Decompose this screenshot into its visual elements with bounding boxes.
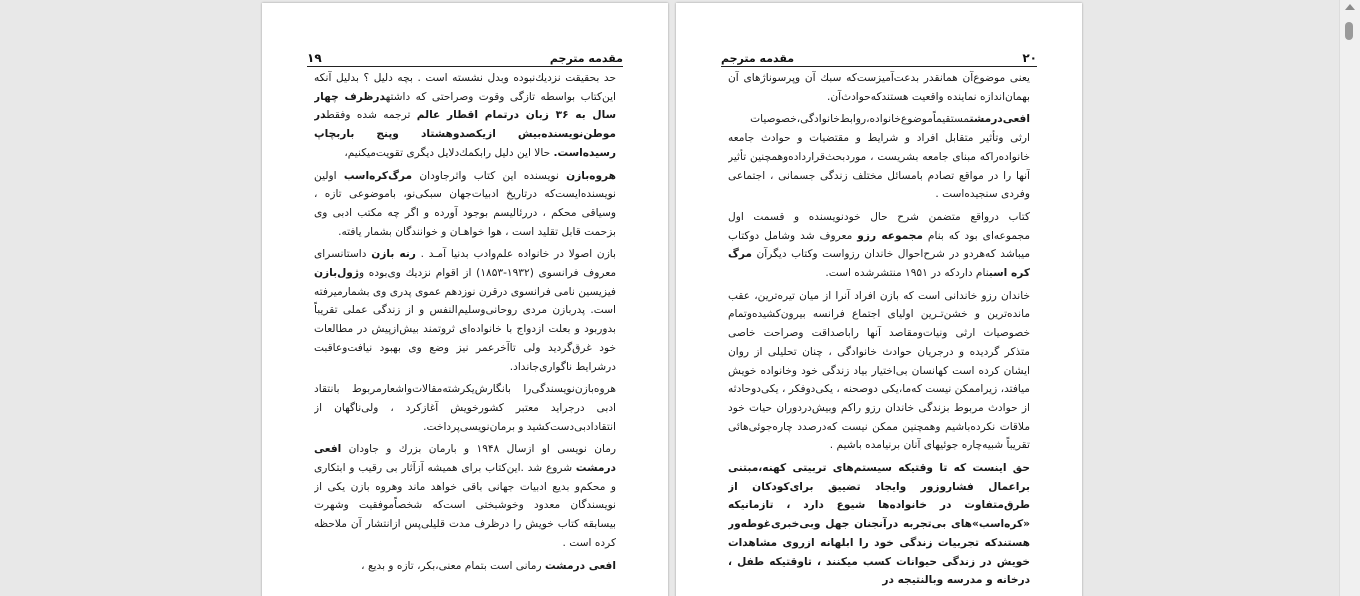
text-run: مستقیماًموضوع‌خانواده،روابط‌خانوادگی،خصوصیات ارثی وتأثیر متقابل افراد و شرایط و مقتضیات و حوادث جامعه خانواده‌راکه مبنای جامعه بشریست ، موردبحث‌قرارداده‌وهمچنین تأثیر آنها را در مواقع تصادم بامسائل مختلف زندگی جسمانی ، اجتماعی وفردی سنجیده‌است .: [728, 113, 1030, 201]
bold-text: ژول‌بازن: [314, 267, 359, 280]
running-header: مقدمه مترجم: [721, 52, 795, 65]
bold-text: هروه‌بازن: [566, 169, 616, 182]
vertical-scrollbar[interactable]: [1339, 0, 1360, 596]
paragraph: [728, 459, 1030, 590]
page-number: ۲۰: [1022, 51, 1037, 65]
paragraph: [728, 287, 1030, 455]
paragraph: [728, 110, 1030, 204]
page-19: [262, 3, 668, 596]
scrollbar-thumb[interactable]: [1345, 22, 1353, 40]
text-run: اولین نویسنده‌ایست‌که درتاریخ ادبیات‌جهان سبکی‌نو، باموضوعی تازه ، وسیاقی محکم ، دررئالیسم بوجود آورده و اگر چه مکتب ادبی وی بزحمت قابل تقلید است ، هوا خواهـان و خوانندگان بشمار یافته.: [314, 169, 616, 238]
paragraph: [314, 69, 616, 163]
paragraph: [314, 167, 616, 242]
text-run: ترجمه شده وفقط: [326, 109, 417, 122]
page-body: [314, 69, 616, 596]
header-rule: [721, 66, 1037, 67]
bold-text: رنه بازن: [371, 248, 416, 261]
bold-text: افعی درمشت: [544, 559, 616, 572]
text-run: کتاب درواقع متضمن شرح حال خودنویسنده و قسمت اول مجموعه‌ای بود که بنام: [728, 210, 1030, 242]
text-run: رمانی است بتمام معنی،بکر، تازه و بدیع ،: [361, 559, 545, 572]
page-header: [307, 47, 623, 65]
bold-text: مجموعه رزو: [857, 229, 923, 242]
text-run: نویسنده این کتاب واثرجاودان: [412, 169, 567, 182]
text-run: فیزیسین نامی فرانسوی درقرن نوزدهم عموی پدری وی بشمارمیرفته است. پدربازن مردی روحانی‌وسلیم‌النفس و از زندگی عملی تقریباً بدوربود و بعلت ازدواج با خانواده‌ای ثروتمند بیش‌ازپیش در مطالعات خود غرق‌گردید ولی تاآخرعمر نیز وضع وی بهبود نیافت‌وعاقبت درشرایط ناگواری‌جانداد.: [314, 285, 616, 373]
text-run: رمان نویسی او ازسال ۱۹۴۸ و بارمان بزرك و جاودان: [341, 443, 616, 456]
paragraph: [314, 557, 616, 576]
text-run: شروع شد .این‌کتاب برای همیشه آزآثار بی رقیب و ابتکاری و محکم‌و بدیع ادبیات جهانی باقی خواهد ماند وهروه بازن یکی از نویسندگان معدود وخوشبختی است‌که شخصاًموفقیت وشهرت بیسابقه کتاب خویش را درظرف مدت قلیلی‌پس ازانتشار آن ملاحظه کرده است .: [314, 462, 616, 549]
bold-text: افعی درمشت: [314, 443, 616, 475]
text-run: معروف شد وشامل دوکتاب میباشد که‌هردو در شرح‌احوال خاندان رزواست وکتاب دیگرآن: [728, 229, 1030, 261]
running-header: مقدمه مترجم: [549, 52, 623, 65]
bold-text: مرگ‌کره‌اسب: [343, 169, 413, 182]
paragraph: [728, 208, 1030, 283]
page-number: ۱۹: [307, 51, 322, 65]
paragraph: [314, 245, 616, 376]
scroll-up-arrow-icon[interactable]: [1345, 4, 1355, 10]
text-run: یعنی موضوع‌آن همانقدر بدعت‌آمیزست‌که سبك آن وپرسوناژهای آن بهمان‌اندازه نماینده واقعیت هستند‌که‌حوادث‌آن.: [728, 72, 1030, 103]
text-run: نام دارد‌که در ۱۹۵۱ منتشرشده است.: [825, 267, 989, 280]
text-run: حد بحقیقت نزدیك‌نبوده وبدل نشسته است . بچه دلیل ؟ بدلیل آنکه این‌کتاب بواسطه تازگی وقوت وصراحتی که داشته: [314, 72, 616, 103]
bold-text: افعی‌درمشت: [969, 113, 1030, 126]
text-run: هروه‌بازن‌نویسندگی‌را بانگارش‌یکرشته‌مقالات‌واشعارمربوط بانتقاد ادبی درجراید معتبر کشورخویش آغازکرد ، ولی‌ناگهان از انتقادادبی‌دست‌کشید و برمان‌نویسی‌پرداخت.: [314, 383, 616, 433]
text-run: داستانسرای معروف فرانسوی (۱۹۳۲-۱۸۵۳) از اقوام نزدیك وی‌بوده و: [314, 248, 616, 280]
page-body: [728, 69, 1030, 596]
paragraph: [314, 380, 616, 436]
bold-text: مرگ کره اسب: [728, 248, 1030, 280]
paragraph: [314, 440, 616, 552]
bold-text: درظرف چهار سال به ۳۶ زبان درتمام اقطار عالم: [314, 90, 616, 122]
text-run: بازن اصولا در خانواده علم‌وادب بدنیا آمـد .: [415, 248, 616, 261]
bold-text: حق اینست که تا وقتیکه سیستم‌های تربیتی کهنه،مبتنی براعمال فشاروزور وایجاد تضییق برای‌کودکان از طرق‌متفاوت در خانواده‌ها شیوع دارد ، تازمانیکه «کره‌اسب»های بی‌تجربه درآنجنان جهل وبی‌خبری‌غوطه‌ور هستند‌که تجربیات زندگی خود را ابلهانه ازروی مشاهدات خویش در زندگی حیوانات کسب میکنند ، تاوقتیکه طفل ، درخانه و مدرسه وبالنتیجه در: [728, 462, 1030, 587]
header-rule: [307, 66, 623, 67]
text-run: خاندان رزو خاندانی است که بازن افراد آنرا از میان تیره‌ترین، عقب مانده‌ترین و خشن‌تـرین اولیای اجتماع فرانسه بیرون‌کشیده‌وتمام خصوصیات ارثی ونیات‌ومقاصد آنها راباصداقت وصراحت خاصی متذکر گردیده و درجریان حوادث خانوادگی ، چنان تحلیلی از روان ایشان کرده است کهانسان بی‌اختیار بیاد زندگی خود وخانواده خویش میافتد، زیراممکن نیست که‌ما،یکی دوصحنه ، یکی‌دوفکر ، یکی‌دوحادثه از حوادث مربوط بزندگی خاندان رزو راکم وبیش‌دردوران حیات خود ملاقات نکرده‌باشیم وهمچنین ممکن نیست که‌درصدد چاره‌جوئی‌هائی تقریباً شبیه‌چاره‌ جوئیهای آنان برنیامده باشیم .: [728, 289, 1030, 452]
bold-text: در موطن‌نویسنده‌بیش ازیکصدوهشتاد وپنج باربچاپ رسیده‌است.: [314, 109, 616, 159]
page-header: [721, 47, 1037, 65]
page-20: [676, 3, 1082, 596]
paragraph: [728, 69, 1030, 106]
text-run: حالا این دلیل رابکمك‌دلایل دیگری تقویت‌میکنیم،: [344, 146, 554, 159]
